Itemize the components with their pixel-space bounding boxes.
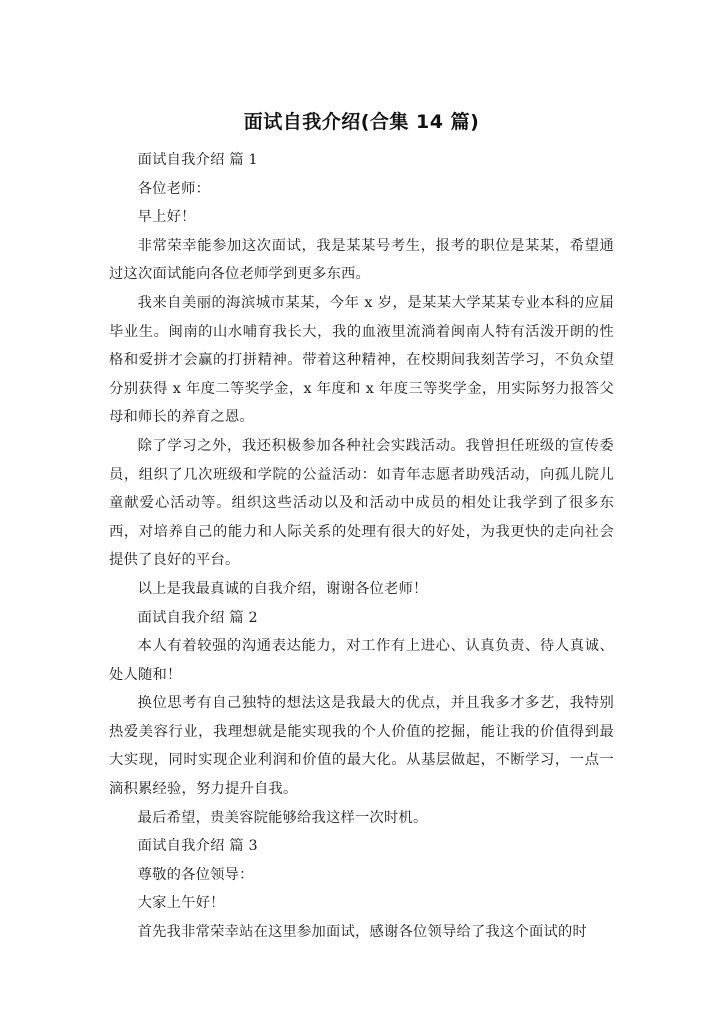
greeting: 大家上午好！ [137,895,225,912]
salutation: 尊敬的各位领导： [137,866,254,883]
section-heading: 面试自我介绍 篇 1 [137,152,258,168]
greeting: 早上好！ [137,209,196,226]
body-paragraph: 最后希望，贵美容院能够给我这样一次时机。 [137,809,428,826]
section-heading: 面试自我介绍 篇 2 [137,609,258,626]
body-paragraph: 我来自美丽的海滨城市某某，今年 x 岁，是某某大学某某专业本科的应届毕业生。闽南的山水哺育我长大，我的血液里流淌着闽南人特有活泼开朗的性格和爱拼才会赢的打拼精神。带着这种精神，在校期间我刻苦学习，不负众望分别获得 x 年度二等奖学金，x 年度和 x 年度三等奖学金，用实际努力报答父母和师长的养育之恩。 [109,294,614,426]
body-paragraph: 除了学习之外，我还积极参加各种社会实践活动。我曾担任班级的宣传委员，组织了几次班级和学院的公益活动：如青年志愿者助残活动，向孤儿院儿童献爱心活动等。组织这些活动以及和活动中成员的相处让我学到了很多东西，对培养自己的能力和人际关系的处理有很大的好处，为我更快的走向社会提供了良好的平台。 [109,437,614,569]
section-heading: 面试自我介绍 篇 3 [137,838,258,855]
body-paragraph: 以上是我最真诚的自我介绍，谢谢各位老师！ [137,580,428,597]
body-paragraph: 首先我非常荣幸站在这里参加面试，感谢各位领导给了我这个面试的时 [137,924,587,941]
document-title: 面试自我介绍(合集 14 篇) [243,111,480,133]
body-paragraph: 非常荣幸能参加这次面试，我是某某号考生，报考的职位是某某，希望通过这次面试能向各位老师学到更多东西。 [109,237,614,283]
body-paragraph: 换位思考有自己独特的想法这是我最大的优点，并且我多才多艺，我特别热爱美容行业，我理想就是能实现我的个人价值的挖掘，能让我的价值得到最大实现，同时实现企业利润和价值的最大化。从基层做起，不断学习，一点一滴积累经验，努力提升自我。 [109,695,614,798]
salutation: 各位老师： [137,180,211,197]
body-paragraph: 本人有着较强的沟通表达能力，对工作有上进心、认真负责、待人真诚、处人随和！ [109,638,614,683]
